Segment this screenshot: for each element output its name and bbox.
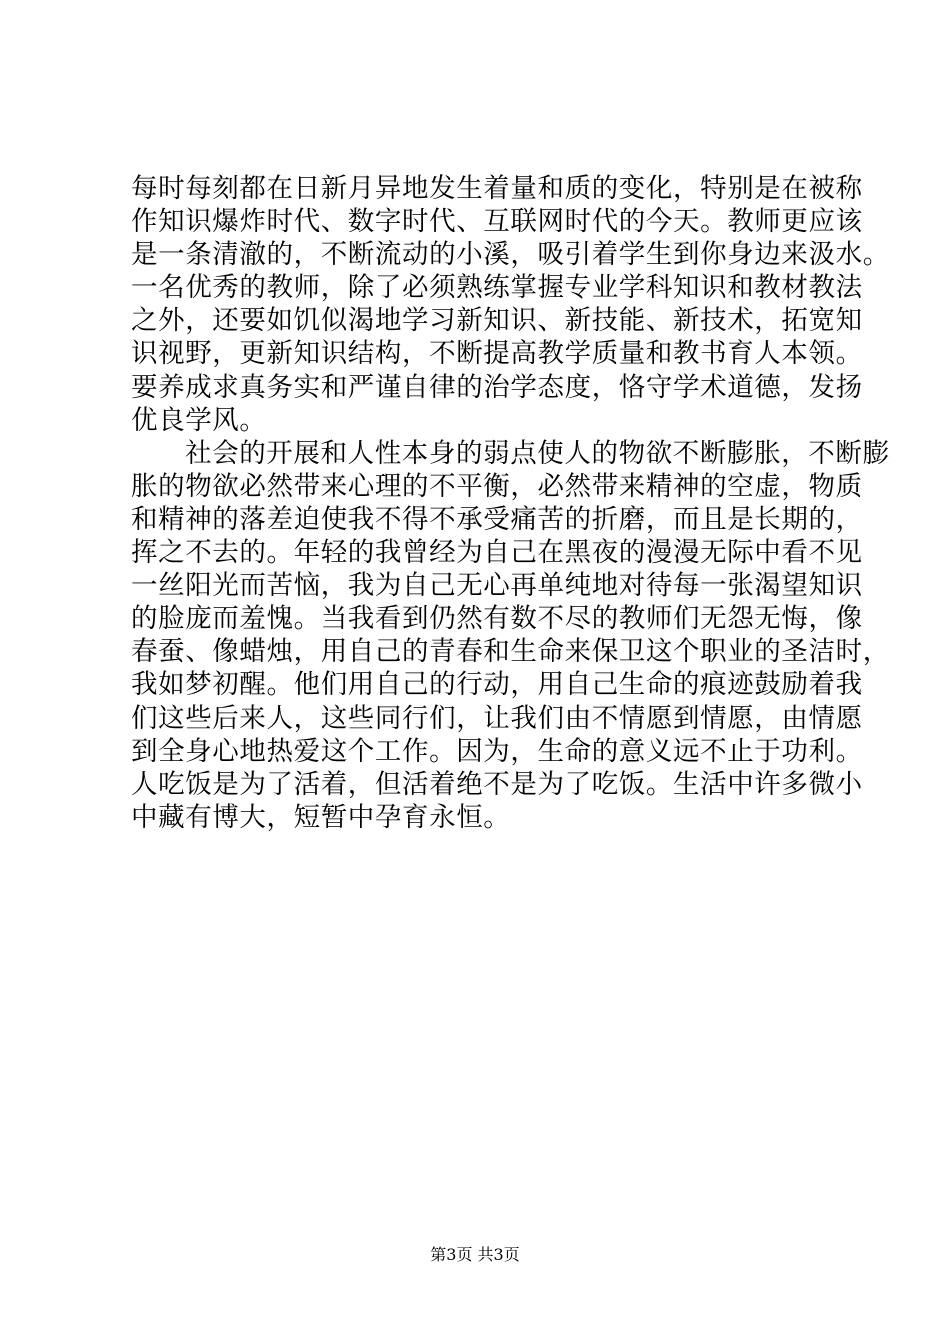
text-line: 到全身心地热爱这个工作。因为，生命的意义远不止于功利。 bbox=[131, 735, 863, 767]
text-line: 我如梦初醒。他们用自己的行动，用自己生命的痕迹鼓励着我 bbox=[131, 669, 863, 701]
text-line: 的脸庞而羞愧。当我看到仍然有数不尽的教师们无怨无悔，像 bbox=[131, 603, 863, 635]
text-line: 要养成求真务实和严谨自律的治学态度，恪守学术道德，发扬 bbox=[131, 371, 863, 403]
page-number-label: 第3页 共3页 bbox=[430, 1245, 520, 1264]
body-text bbox=[131, 172, 890, 834]
text-line: 和精神的落差迫使我不得不承受痛苦的折磨，而且是长期的， bbox=[131, 503, 863, 535]
text-line: 人吃饭是为了活着，但活着绝不是为了吃饭。生活中许多微小 bbox=[131, 768, 863, 800]
text-line: 一名优秀的教师，除了必须熟练掌握专业学科知识和教材教法 bbox=[131, 272, 863, 304]
text-line: 识视野，更新知识结构，不断提高教学质量和教书育人本领。 bbox=[131, 338, 863, 370]
text-line: 作知识爆炸时代、数字时代、互联网时代的今天。教师更应该 bbox=[131, 206, 863, 238]
paragraph-2 bbox=[131, 437, 890, 834]
text-line: 每时每刻都在日新月异地发生着量和质的变化，特别是在被称 bbox=[131, 173, 863, 204]
text-line: 优良学风。 bbox=[131, 404, 267, 436]
text-line: 是一条清澈的，不断流动的小溪，吸引着学生到你身边来汲水。 bbox=[131, 239, 890, 271]
text-line: 们这些后来人，这些同行们，让我们由不情愿到情愿，由情愿 bbox=[131, 702, 863, 734]
text-line: 社会的开展和人性本身的弱点使人的物欲不断膨胀，不断膨 bbox=[185, 437, 890, 469]
text-line: 一丝阳光而苦恼，我为自己无心再单纯地对待每一张渴望知识 bbox=[131, 570, 863, 602]
text-line: 春蚕、像蜡烛，用自己的青春和生命来保卫这个职业的圣洁时， bbox=[131, 636, 890, 668]
paragraph-1 bbox=[131, 172, 890, 437]
text-line: 中藏有博大，短暂中孕育永恒。 bbox=[131, 801, 511, 833]
text-line: 胀的物欲必然带来心理的不平衡，必然带来精神的空虚，物质 bbox=[131, 470, 863, 502]
text-line: 挥之不去的。年轻的我曾经为自己在黑夜的漫漫无际中看不见 bbox=[131, 537, 863, 569]
text-line: 之外，还要如饥似渴地学习新知识、新技能、新技术，拓宽知 bbox=[131, 305, 863, 337]
page-footer bbox=[0, 1245, 950, 1265]
